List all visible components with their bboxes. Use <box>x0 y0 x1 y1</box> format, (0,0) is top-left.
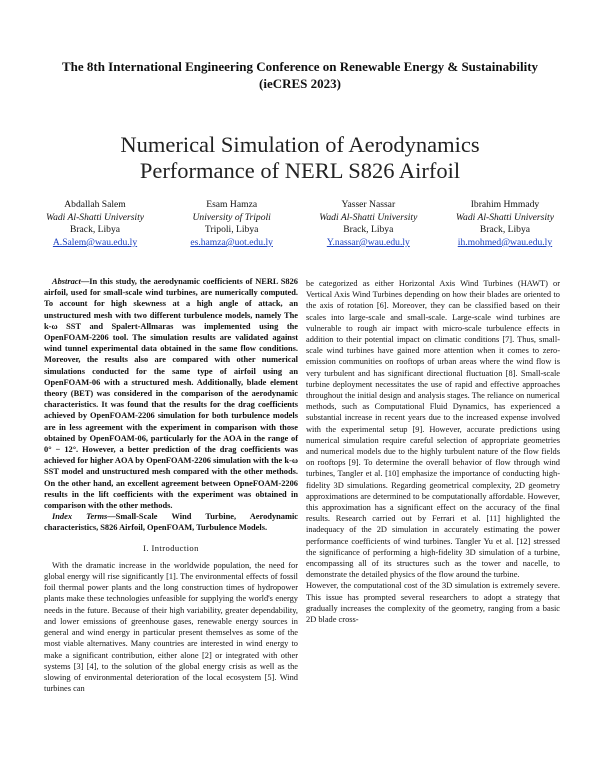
author-3 <box>303 199 433 249</box>
author-location: Brack, Libya <box>69 224 121 236</box>
abstract-lead: Abstract <box>52 277 81 286</box>
section-heading-introduction: I. Introduction <box>143 542 199 553</box>
conference-line-2: (ieCRES 2023) <box>259 76 341 91</box>
author-1 <box>30 199 160 249</box>
author-block <box>30 199 570 249</box>
author-name: Abdallah Salem <box>64 199 126 210</box>
body-paragraph: be categorized as either Horizontal Axis Wind Turbines (HAWT) or Vertical Axis Wind Turbines depending on how their blades are oriented to the axis of rotation [6]. Moreover, they can be classified based on their scales into large-scale and small-scale. Large-scale wind turbines are vulnerable to rough air impact with micro-scale turbulence effects in addition to their potential impact on climatic conditions [7]. Thus, small-scale wind turbines have gained more attention when it comes to zero-emission communities on rooftops of urban areas where the wind flow is very turbulent and has significant directional fluctuation [8]. Small-scale turbine deployment necessitates the use of rapid and effective approaches throughout the initial design and analysis stages. The reliance on numerical methods, such as Computational Fluid Dynamics, has experienced a substantial increase in recent years due to the increased expense involved with the experimental setup [9]. However, accurate predictions using numerical simulation require careful selection of appropriate geometries and numerical models due to the highly turbulent nature of the flow fields on rooftops [9]. To determine the overall behavior of flow through wind turbines, Tangler et al. [10] emphasize the importance of conducting high-fidelity 3D simulations. Regarding geometrical complexity, 2D geometry approximations are determined to be computationally affordable. However, this approximation has a significant effect on the accuracy of the final results. Research carried out by Ferrari et al. [11] highlighted the inadequacy of the 2D simulation in accurately estimating the power performance coefficients of wind turbines. Tangler Yu et al. [12] stressed the significance of performing a high-fidelity 3D simulation of a turbine, encompassing all of its structures such as the tower and nacelle, to demonstrate the detailed physics of the flow around the turbine. <box>306 279 560 580</box>
index-terms-lead: Index Terms <box>52 512 108 522</box>
author-name: Esam Hamza <box>206 199 258 210</box>
author-name: Yasser Nassar <box>341 199 396 210</box>
abstract-text: —In this study, the aerodynamic coefficients of NERL S826 airfoil, used for small-scale wind turbines, are numerically computed. To account for high skewness at a high angle of attack, an unstructured mesh with two different turbulence models, namely The k-ω SST and Spalert-Allmaras was implemented using the OpenFOAM-2206 tool. The simulation results are validated against wind tunnel experimental data obtained in the same flow conditions. Moreover, the results also are compared with other numerical simulations conducted for the same type of airfoil using an OpenFOAM-06 with a structured mesh. Additionally, blade element theory (BET) was considered in the comparison of the aerodynamic characteristics. It was found that the results for the drag coefficients achieved by OpenFOAM-2206 simulation for both turbulence models are in less agreement with the experiment in comparison with those obtained by OpenFOAM-06, particularly for the AOA in the range of 0° − 12°. However, a better prediction of the drag coefficients was achieved for higher AOA by OpenFOAM-2206 simulation with the k-ω SST model and unstructured mesh compared with the other methods. On the other hand, an excellent agreement between OpneFOAM-2206 results in the lift coefficients with the experiment was obtained in comparison with the other methods. <box>44 277 298 511</box>
body-paragraph: With the dramatic increase in the worldwide population, the need for global energy will rise significantly [1]. The environmental effects of fossil foil thermal power plants and the long construction times of hydropower plants make these technologies unfeasible for supplying the world's energy needs in the future. Because of their high variability, greater dependability, and lower emissions of greenhouse gases, renewable energy sources in general and wind energy in particular present themselves as some of the most viable alternatives. Many countries are interested in wind energy to make a significant contribution, either alone [2] or integrated with other systems [3] [4], to the solution of the global energy crisis as well as the slowing of environmental deterioration of the local ecosystem [5]. Wind turbines can <box>44 560 298 694</box>
title-line-1: Numerical Simulation of Aerodynamics <box>120 132 480 157</box>
author-location: Brack, Libya <box>343 224 394 236</box>
abstract <box>44 276 298 511</box>
author-email[interactable]: A.Salem@wau.edu.ly <box>52 236 138 248</box>
author-email[interactable]: Y.nassar@wau.edu.ly <box>326 236 410 248</box>
author-2 <box>167 199 297 249</box>
body-paragraph: However, the computational cost of the 3D simulation is extremely severe. This issue has prompted several researchers to adopt a strategy that gradually increases the complexity of the geometry, ranging from a basic 2D blade cross- <box>306 581 560 625</box>
author-name: Ibrahim Hmmady <box>470 199 540 210</box>
title-line-2: Performance of NERL S826 Airfoil <box>139 158 461 183</box>
author-affiliation: Wadi Al-Shatti University <box>319 211 418 223</box>
conference-line-1: The 8th International Engineering Conference on Renewable Energy & Sustainability <box>61 59 539 74</box>
index-terms-text: —Small-Scale Wind Turbine, Aerodynamic characteristics, S826 Airfoil, OpenFOAM, Turbulence Models. <box>44 512 298 533</box>
author-location: Brack, Libya <box>479 224 531 236</box>
author-email[interactable]: es.hamza@uot.edu.ly <box>190 236 273 248</box>
right-column <box>306 278 560 625</box>
author-email[interactable]: ih.mohmed@wau.edu.ly <box>457 236 553 248</box>
author-location: Tripoli, Libya <box>204 224 259 236</box>
conference-header <box>20 58 580 92</box>
index-terms <box>44 511 298 533</box>
author-affiliation: University of Tripoli <box>192 211 271 223</box>
left-column <box>44 276 298 694</box>
author-4 <box>440 199 570 249</box>
author-affiliation: Wadi Al-Shatti University <box>45 211 145 223</box>
paper-title <box>20 132 580 184</box>
author-affiliation: Wadi Al-Shatti University <box>455 211 554 223</box>
